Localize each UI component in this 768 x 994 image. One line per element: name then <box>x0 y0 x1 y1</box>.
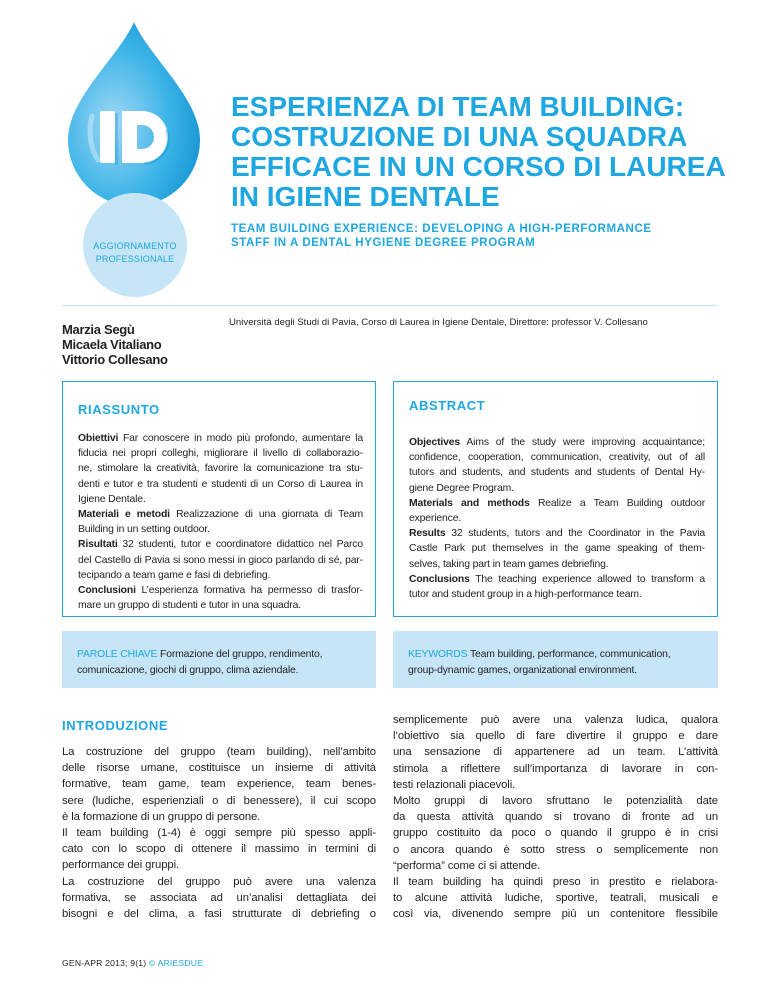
author-list <box>62 322 168 367</box>
abstract-body: Objectives Aims of the study were improving acquaintance; confidence, cooperation, communication, creativity, out of all tutors and students, and students and students of Dental Hy- giene Degree Program. Materials and methods Realize a Team Building outdoor experience. Results 32 students, tutors and the Coordinator in the Pavia Castle Park put themselves in the game speaking of them- selves, taking part in team games debriefing. Conclusions The teaching experience allowed to transform a tutor and student group in a high-performance team. <box>409 437 706 601</box>
page-footer <box>62 958 203 968</box>
author-name: Vittorio Collesano <box>62 352 168 367</box>
introduzione-heading: INTRODUZIONE <box>62 718 169 733</box>
author-name: Micaela Vitaliano <box>62 337 162 352</box>
introduzione-column-left: La costruzione del gruppo (team building), nell’ambito delle risorse umane, costituisce un insieme di attività formative, team game, team experience, team benes- sere (ludiche, esperienziali o di benessere), il cui scopo è la formazione di un gruppo di persone. Il team building (1-4) è oggi sempre più spesso appli- cato con lo scopo di ottenere il massimo in termini di performance dei gruppi. La costruzione del gruppo può avere una valenza formativa, se associata ad un’analisi dettagliata dei bisogni e del clima, a fasi strutturate di debriefing o <box>62 746 376 921</box>
abstract-box <box>393 381 718 617</box>
issue-info: GEN-APR 2013; 9(1) <box>62 958 147 968</box>
id-drop-logo <box>58 18 210 208</box>
article-title: ESPERIENZA DI TEAM BUILDING: COSTRUZIONE DI UNA SQUADRA EFFICACE IN UN CORSO DI LAUREA IN IGIENE DENTALE <box>231 91 726 212</box>
abstract-heading: ABSTRACT <box>409 398 486 413</box>
author-name: Marzia Segù <box>62 322 135 337</box>
riassunto-box <box>62 381 376 617</box>
publisher: © ARIESDUE <box>148 958 204 968</box>
header-divider <box>62 305 718 306</box>
section-badge-label: AGGIORNAMENTO PROFESSIONALE <box>93 241 177 264</box>
keywords-label: PAROLE CHIAVE <box>77 649 158 660</box>
keywords-box: KEYWORDS Team building, performance, communication, group-dynamic games, organizational environment. <box>393 631 718 688</box>
affiliation: Università degli Studi di Pavia, Corso di Laurea in Igiene Dentale, Direttore: professor V. Collesano <box>229 317 648 328</box>
riassunto-heading: RIASSUNTO <box>78 402 160 417</box>
introduzione-column-right: semplicemente può avere una valenza ludica, qualora l’obiettivo sia quello di fare divertire il gruppo e dare una sensazione di appartenere ad un team. L’attività stimola a riflettere sull’importanza di lavorare in con- testi relazionali piacevoli. Molto gruppi di lavoro sfruttano le potenzialità date da questa attività quando si trovano di fronte ad un gruppo costituito da poco o quando il gruppo è in crisi o ancora quando è sotto stress o semplicemente non “performa” come ci si attende. Il team building ha quindi preso in prestito e rielabora- to alcune attività ludiche, sportive, teatrali, musicali e così via, divenendo sempre più un contenitore flessibile <box>393 714 718 921</box>
keywords-label: KEYWORDS <box>408 649 468 660</box>
riassunto-body: Obiettivi Far conoscere in modo più profondo, aumentare la fiducia nei propri colleghi, migliorare il livello di collaborazio- ne, stimolare la creatività, favorire la comunicazione tra stu- denti e tutor e tra studenti e studenti di un Corso di Laurea in Igiene Dentale. Materiali e metodi Realizzazione di una giornata di Team Building in un setting outdoor. Risultati 32 studenti, tutor e coordinatore didattico nel Parco del Castello di Pavia si sono messi in gioco parlando di sé, par- tecipando a team game e fasi di debriefing. Conclusioni L’esperienza formativa ha permesso di trasfor- mare un gruppo di studenti e tutor in una squadra. <box>78 433 363 612</box>
parole-chiave-box: PAROLE CHIAVE Formazione del gruppo, rendimento, comunicazione, giochi di gruppo, clima aziendale. <box>62 631 376 688</box>
article-subtitle-english: TEAM BUILDING EXPERIENCE: DEVELOPING A HIGH-PERFORMANCE STAFF IN A DENTAL HYGIENE DEGREE PROGRAM <box>231 223 652 249</box>
